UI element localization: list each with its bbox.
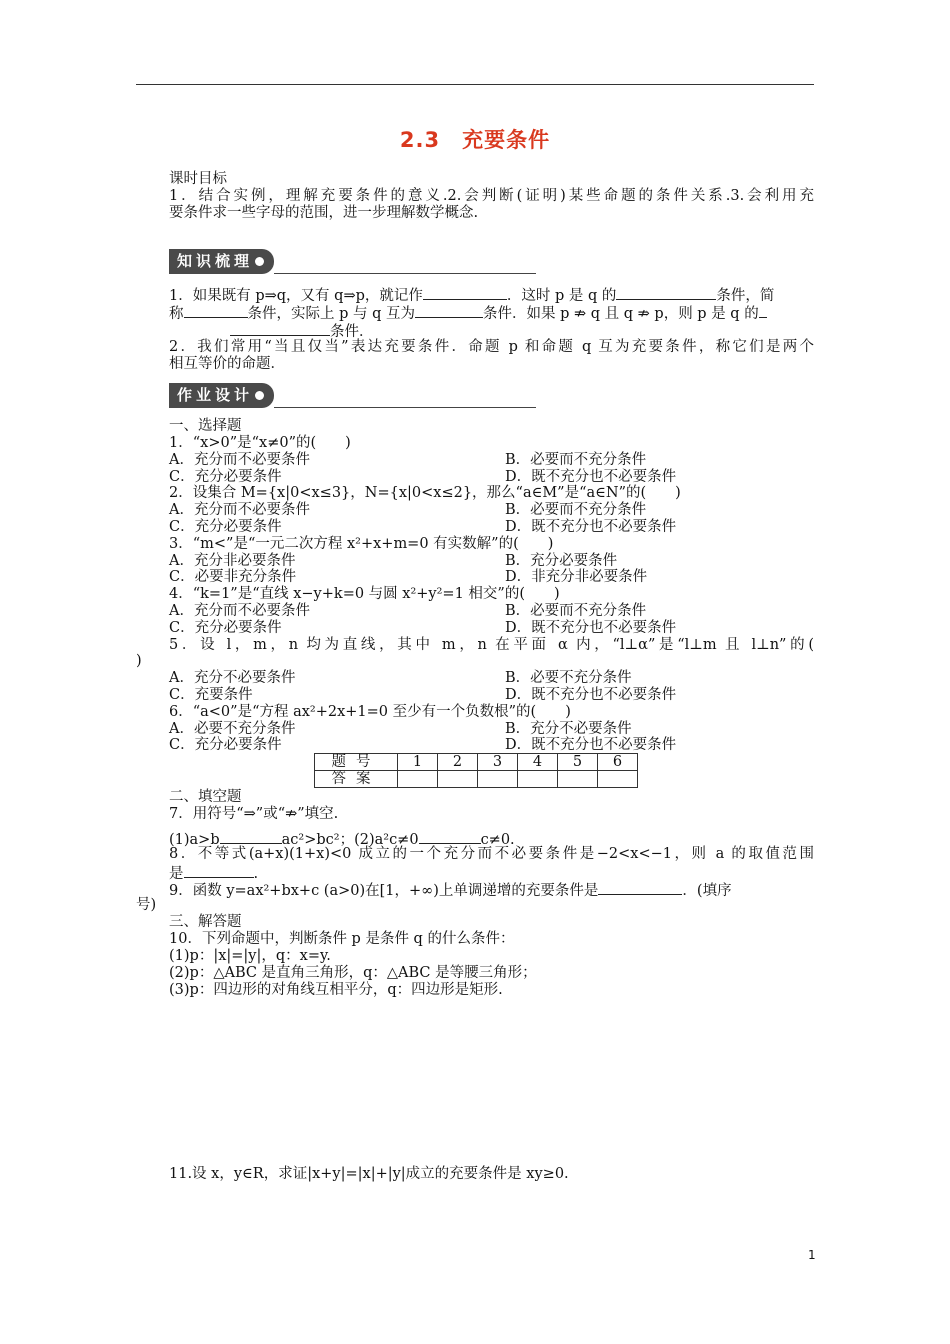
q2-option-c: C．充分必要条件 — [169, 519, 282, 535]
fill-blank[interactable] — [616, 285, 716, 300]
bullet-dot-icon — [255, 391, 264, 400]
fill-blank[interactable] — [220, 829, 282, 844]
fill-blank[interactable] — [230, 321, 330, 336]
table-answer-label: 答案 — [315, 771, 398, 788]
question-3: 3．“m<”是“一元二次方程 x²+x+m=0 有实数解”的( ) — [169, 536, 554, 552]
knowledge-p1-line3 — [230, 321, 374, 341]
q6-option-c: C．充分必要条件 — [169, 737, 282, 753]
question-9-wrap: 号) — [136, 897, 157, 913]
fill-blank[interactable] — [419, 829, 481, 844]
fill-blank[interactable] — [423, 285, 507, 300]
p1-text-c: 条件，简 — [716, 288, 775, 304]
question-5-wrap: ) — [136, 653, 142, 669]
question-11: 11.设 x，y∈R，求证|x+y|=|x|+|y|成立的充要条件是 xy≥0. — [169, 1166, 569, 1182]
q6-option-a: A．必要不充分条件 — [169, 721, 296, 737]
question-9 — [169, 880, 732, 900]
q9-text-a: 9．函数 y=ax²+bx+c (a>0)在[1，+∞)上单调递增的充要条件是 — [169, 883, 599, 899]
answer-cell[interactable] — [478, 771, 518, 788]
q4-option-c: C．充分必要条件 — [169, 620, 282, 636]
knowledge-banner — [169, 249, 536, 274]
section-title: 充要条件 — [462, 128, 551, 152]
q5-option-d: D．既不充分也不必要条件 — [505, 687, 677, 703]
question-10-item-1: (1)p：|x|=|y|，q：x=y. — [169, 948, 331, 964]
question-2: 2．设集合 M={x|0<x≤3}，N={x|0<x≤2}，那么“a∈M”是“a∈N”的( ) — [169, 485, 681, 501]
answer-table — [314, 753, 638, 788]
table-col-5: 5 — [558, 754, 598, 771]
q1-option-c: C．充分必要条件 — [169, 469, 282, 485]
table-col-3: 3 — [478, 754, 518, 771]
q4-option-d: D．既不充分也不必要条件 — [505, 620, 677, 636]
question-4: 4．“k=1”是“直线 x−y+k=0 与圆 x²+y²=1 相交”的( ) — [169, 586, 560, 602]
question-5: 5．设 l，m，n 均为直线，其中 m，n 在平面 α 内，“l⊥α”是“l⊥m 且 l⊥n”的( — [169, 637, 814, 653]
table-row — [315, 754, 638, 771]
fill-blank[interactable] — [598, 880, 682, 895]
objectives-heading: 课时目标 — [169, 171, 227, 187]
table-col-4: 4 — [518, 754, 558, 771]
table-col-1: 1 — [398, 754, 438, 771]
q3-option-a: A．充分非必要条件 — [169, 553, 296, 569]
answer-cell[interactable] — [438, 771, 478, 788]
answer-cell[interactable] — [518, 771, 558, 788]
question-8: 8．不等式(a+x)(1+x)<0 成立的一个充分而不必要条件是−2<x<−1，则 a 的取值范围 — [169, 846, 814, 862]
q2-option-a: A．充分而不必要条件 — [169, 502, 310, 518]
p1-text-a: 1．如果既有 p⇒q，又有 q⇒p，就记作 — [169, 288, 423, 304]
banner-rule — [274, 407, 536, 408]
part-solve-heading: 三、解答题 — [169, 914, 242, 930]
question-1: 1．“x>0”是“x≠0”的( ) — [169, 435, 351, 451]
answer-cell[interactable] — [398, 771, 438, 788]
q7-item-a: (1)a>b — [169, 832, 220, 848]
q3-option-c: C．必要非充分条件 — [169, 569, 297, 585]
part-choice-heading: 一、选择题 — [169, 418, 242, 434]
q1-option-b: B．必要而不充分条件 — [505, 452, 647, 468]
q8-text-b: . — [253, 866, 259, 882]
homework-banner — [169, 383, 536, 408]
answer-cell[interactable] — [558, 771, 598, 788]
table-row — [315, 771, 638, 788]
table-col-6: 6 — [598, 754, 638, 771]
q3-option-b: B．充分必要条件 — [505, 553, 618, 569]
knowledge-p2-line1: 2．我们常用“当且仅当”表达充要条件．命题 p 和命题 q 互为充要条件，称它们是两个 — [169, 339, 814, 355]
fill-blank[interactable] — [759, 303, 767, 318]
p1-text-e: 条件，实际上 p 与 q 互为 — [247, 306, 415, 322]
q4-option-a: A．充分而不必要条件 — [169, 603, 310, 619]
table-col-2: 2 — [438, 754, 478, 771]
question-10-item-2: (2)p：△ABC 是直角三角形，q：△ABC 是等腰三角形； — [169, 965, 537, 981]
q5-option-c: C．充要条件 — [169, 687, 253, 703]
table-header-cell: 题号 — [315, 754, 398, 771]
page-number: 1 — [808, 1248, 816, 1262]
q5-option-a: A．充分不必要条件 — [169, 670, 296, 686]
q8-text-a: 是 — [169, 866, 184, 882]
header-rule — [136, 84, 814, 85]
knowledge-banner-label: 知识梳理 — [177, 252, 254, 270]
p1-text-d: 称 — [169, 306, 184, 322]
q6-option-b: B．充分不必要条件 — [505, 721, 632, 737]
objectives-line-1: 1．结合实例，理解充要条件的意义.2.会判断(证明)某些命题的条件关系.3.会利用充 — [169, 188, 814, 204]
banner-rule — [274, 273, 536, 274]
homework-banner-label: 作业设计 — [177, 386, 254, 404]
fill-blank[interactable] — [184, 303, 248, 318]
p1-text-b: ．这时 p 是 q 的 — [506, 288, 617, 304]
question-10: 10．下列命题中，判断条件 p 是条件 q 的什么条件： — [169, 931, 515, 947]
question-6: 6．“a<0”是“方程 ax²+2x+1=0 至少有一个负数根”的( ) — [169, 704, 571, 720]
section-number: 2.3 — [399, 128, 441, 152]
q1-option-a: A．充分而不必要条件 — [169, 452, 310, 468]
q2-option-d: D．既不充分也不必要条件 — [505, 519, 677, 535]
fill-blank[interactable] — [415, 303, 483, 318]
q9-text-b: ．(填序 — [682, 883, 732, 899]
q1-option-d: D．既不充分也不必要条件 — [505, 469, 677, 485]
q4-option-b: B．必要而不充分条件 — [505, 603, 647, 619]
q2-option-b: B．必要而不充分条件 — [505, 502, 647, 518]
question-10-item-3: (3)p：四边形的对角线互相平分，q：四边形是矩形. — [169, 982, 503, 998]
question-7: 7．用符号“⇒”或“⇏”填空. — [169, 806, 339, 822]
page-title — [0, 124, 950, 154]
bullet-dot-icon — [255, 257, 264, 266]
q3-option-d: D．非充分非必要条件 — [505, 569, 648, 585]
q7-item-c: c≠0. — [480, 832, 515, 848]
q5-option-b: B．必要不充分条件 — [505, 670, 632, 686]
fill-blank[interactable] — [184, 863, 254, 878]
p1-text-g: 条件． — [330, 324, 374, 340]
p1-text-f: 条件．如果 p ⇏ q 且 q ⇏ p，则 p 是 q 的 — [483, 306, 759, 322]
q6-option-d: D．既不充分也不必要条件 — [505, 737, 677, 753]
knowledge-p1-line1 — [169, 285, 774, 305]
objectives-line-2: 要条件求一些字母的范围，进一步理解数学概念. — [169, 205, 479, 221]
part-fill-heading: 二、填空题 — [169, 789, 242, 805]
knowledge-p2-line2: 相互等价的命题． — [169, 356, 285, 372]
knowledge-p1-line2 — [169, 303, 767, 323]
answer-cell[interactable] — [598, 771, 638, 788]
q7-item-b: ac²>bc²；(2)a²c≠0 — [281, 832, 419, 848]
